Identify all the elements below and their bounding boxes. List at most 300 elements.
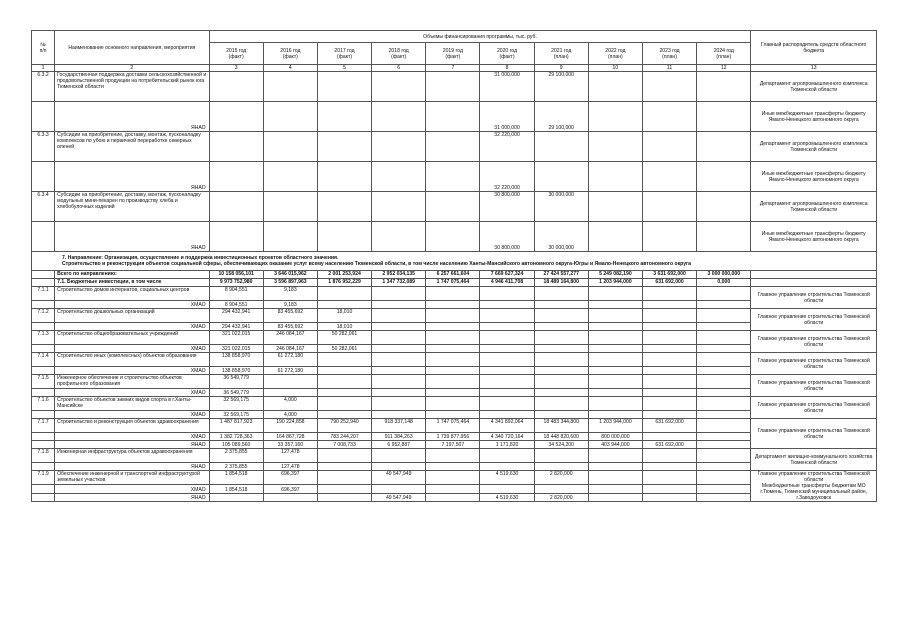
funding-value bbox=[697, 287, 751, 301]
funding-value bbox=[317, 389, 371, 397]
funding-value: 2 375,855 bbox=[209, 449, 263, 463]
year-label: 2021 год bbox=[551, 47, 572, 54]
funding-value bbox=[263, 192, 317, 222]
funding-value bbox=[697, 441, 751, 449]
funding-value bbox=[534, 331, 588, 345]
funding-value bbox=[588, 301, 642, 309]
funding-value: 918 337,148 bbox=[372, 419, 426, 433]
funding-value bbox=[642, 287, 696, 301]
column-number: 10 bbox=[588, 65, 642, 72]
funding-value bbox=[534, 162, 588, 192]
column-number: 6 bbox=[372, 65, 426, 72]
funding-value bbox=[426, 287, 480, 301]
measure-name: Обеспечение инженерной и транспортной инфраструктурой земельных участков bbox=[55, 471, 210, 485]
funding-value bbox=[588, 493, 642, 501]
subject-label: ХМАО bbox=[55, 345, 210, 353]
funding-value: 1 747 075,464 bbox=[426, 419, 480, 433]
funding-value: 4 519,630 bbox=[480, 471, 534, 485]
funding-value: 1 203 944,000 bbox=[588, 419, 642, 433]
year-label: 2020 год bbox=[496, 47, 518, 54]
year-kind: (план) bbox=[553, 53, 569, 60]
row-number: 7.1.5 bbox=[32, 375, 55, 389]
funding-value bbox=[372, 331, 426, 345]
distributor-cell: Главное управление строительства Тюменской области bbox=[751, 331, 877, 353]
funding-value bbox=[697, 389, 751, 397]
funding-value bbox=[426, 493, 480, 501]
funding-value: 294 432,941 bbox=[209, 309, 263, 323]
funding-value: 790 252,940 bbox=[317, 419, 371, 433]
funding-value bbox=[588, 72, 642, 102]
funding-value bbox=[317, 192, 371, 222]
totals-row bbox=[32, 271, 877, 279]
funding-value bbox=[480, 345, 534, 353]
funding-value bbox=[534, 367, 588, 375]
subject-label: ХМАО bbox=[55, 323, 210, 331]
column-number: 1 bbox=[32, 65, 55, 72]
funding-value bbox=[426, 485, 480, 493]
totals-value: 3 631 692,000 bbox=[642, 271, 696, 279]
subject-label: ХМАО bbox=[55, 485, 210, 493]
funding-value bbox=[426, 309, 480, 323]
funding-value bbox=[372, 287, 426, 301]
funding-value bbox=[426, 222, 480, 252]
distributor-cell: Главное управление строительства Тюменской области bbox=[751, 287, 877, 309]
funding-value bbox=[372, 449, 426, 463]
totals-value: 5 249 082,190 bbox=[588, 271, 642, 279]
table-subrow bbox=[32, 433, 877, 441]
funding-value bbox=[263, 132, 317, 162]
funding-value bbox=[697, 345, 751, 353]
funding-value bbox=[263, 162, 317, 192]
funding-value bbox=[209, 222, 263, 252]
year-header bbox=[480, 43, 534, 65]
distributor-cell: Главное управление строительства Тюменской области bbox=[751, 419, 877, 449]
funding-value bbox=[372, 411, 426, 419]
funding-value bbox=[697, 72, 751, 102]
funding-value bbox=[372, 102, 426, 132]
funding-value: 30 800,000 bbox=[480, 192, 534, 222]
funding-value: 30 000,000 bbox=[534, 192, 588, 222]
subject-label: ХМАО bbox=[55, 433, 210, 441]
funding-value bbox=[426, 162, 480, 192]
funding-value bbox=[588, 375, 642, 389]
distributor-cell: Департамент агропромышленного комплекса Тюменской области bbox=[751, 132, 877, 162]
funding-value bbox=[697, 485, 751, 493]
column-number: 5 bbox=[317, 65, 371, 72]
funding-value bbox=[588, 471, 642, 485]
funding-value: 800 000,000 bbox=[588, 433, 642, 441]
subject-label: ЯНАО bbox=[55, 102, 210, 132]
table-subrow bbox=[32, 162, 877, 192]
row-number: 6.3.3 bbox=[32, 132, 55, 162]
subject-label: ХМАО bbox=[55, 411, 210, 419]
funding-value bbox=[317, 463, 371, 471]
table-subrow bbox=[32, 493, 877, 501]
totals-value: 9 973 752,980 bbox=[209, 279, 263, 287]
funding-value: 696,397 bbox=[263, 485, 317, 493]
funding-value bbox=[534, 353, 588, 367]
funding-value bbox=[209, 162, 263, 192]
funding-value bbox=[642, 345, 696, 353]
totals-row bbox=[32, 279, 877, 287]
funding-value bbox=[588, 345, 642, 353]
distributor-cell: Главное управление строительства Тюменской области bbox=[751, 309, 877, 331]
totals-spacer bbox=[32, 279, 55, 287]
funding-value bbox=[534, 301, 588, 309]
funding-value: 29 100,000 bbox=[534, 72, 588, 102]
funding-value: 18 483 344,800 bbox=[534, 419, 588, 433]
funding-value: 31 000,000 bbox=[480, 102, 534, 132]
totals-distributor bbox=[751, 271, 877, 279]
funding-value: 32 569,175 bbox=[209, 397, 263, 411]
funding-value bbox=[317, 375, 371, 389]
funding-value: 32 220,000 bbox=[480, 132, 534, 162]
column-number: 4 bbox=[263, 65, 317, 72]
funding-value bbox=[372, 485, 426, 493]
funding-value bbox=[697, 353, 751, 367]
funding-value bbox=[426, 353, 480, 367]
funding-value: 8 904,551 bbox=[209, 287, 263, 301]
column-number: 7 bbox=[426, 65, 480, 72]
funding-value: 49 547,949 bbox=[372, 471, 426, 485]
funding-value bbox=[480, 323, 534, 331]
column-number: 8 bbox=[480, 65, 534, 72]
funding-value bbox=[534, 449, 588, 463]
totals-value: 3 596 897,963 bbox=[263, 279, 317, 287]
totals-value: 7 669 627,324 bbox=[480, 271, 534, 279]
funding-value bbox=[480, 389, 534, 397]
table-row bbox=[32, 449, 877, 463]
totals-value: 10 158 056,101 bbox=[209, 271, 263, 279]
year-header bbox=[372, 43, 426, 65]
measure-name: Строительство домов интернатов, социальных центров bbox=[55, 287, 210, 301]
funding-group-header: Объемы финансирования программы, тыс. руб. bbox=[209, 31, 751, 43]
funding-value: 2 820,000 bbox=[534, 471, 588, 485]
subject-label: ЯНАО bbox=[55, 222, 210, 252]
funding-value bbox=[426, 192, 480, 222]
funding-table bbox=[31, 30, 877, 502]
table-subrow bbox=[32, 389, 877, 397]
funding-value bbox=[588, 463, 642, 471]
year-header bbox=[588, 43, 642, 65]
funding-value: 33 357,160 bbox=[263, 441, 317, 449]
funding-value bbox=[263, 389, 317, 397]
row-number bbox=[32, 441, 55, 449]
table-row bbox=[32, 309, 877, 323]
funding-value bbox=[534, 485, 588, 493]
measure-name: Государственная поддержка доставки сельскохозяйственной и продовольственной продукции на потребительский рынок юга Тюменской области bbox=[55, 72, 210, 102]
table-row bbox=[32, 287, 877, 301]
measure-name: Инженерная инфраструктура объектов здравоохранения bbox=[55, 449, 210, 463]
totals-value: 18 489 164,800 bbox=[534, 279, 588, 287]
funding-value: 2 375,855 bbox=[209, 463, 263, 471]
subject-label: ЯНАО bbox=[55, 493, 210, 501]
measure-name: Инженерное обеспечение и строительство объектов профильного образования bbox=[55, 375, 210, 389]
funding-value bbox=[372, 301, 426, 309]
funding-value: 9,183 bbox=[263, 287, 317, 301]
row-number bbox=[32, 222, 55, 252]
table-subrow bbox=[32, 222, 877, 252]
section-subtitle: Строительство и реконструкция объектов социальной сферы, обеспечивающих оказание услуг всему населению Тюменской области, в том числе населению Ханты-Мансийского автономного округа-Югры и Ямало-Ненецкого автономного округа bbox=[62, 261, 691, 267]
funding-value bbox=[697, 367, 751, 375]
funding-value bbox=[317, 102, 371, 132]
funding-value bbox=[263, 72, 317, 102]
year-kind: (план) bbox=[662, 53, 677, 60]
row-number bbox=[32, 433, 55, 441]
row-number bbox=[32, 323, 55, 331]
funding-value bbox=[426, 411, 480, 419]
funding-value bbox=[480, 411, 534, 419]
totals-value: 1 203 944,000 bbox=[588, 279, 642, 287]
funding-value bbox=[534, 132, 588, 162]
totals-value: 1 876 952,229 bbox=[317, 279, 371, 287]
funding-value bbox=[209, 192, 263, 222]
row-number: 7.1.9 bbox=[32, 471, 55, 485]
table-subrow bbox=[32, 367, 877, 375]
funding-value bbox=[317, 162, 371, 192]
funding-value bbox=[317, 397, 371, 411]
funding-value: 83 455,692 bbox=[263, 309, 317, 323]
funding-value: 6 952,887 bbox=[372, 441, 426, 449]
funding-value: 36 549,779 bbox=[209, 389, 263, 397]
funding-value bbox=[372, 389, 426, 397]
subject-label: ХМАО bbox=[55, 389, 210, 397]
funding-value bbox=[534, 323, 588, 331]
totals-value: 3 646 015,962 bbox=[263, 271, 317, 279]
funding-value: 4,000 bbox=[263, 397, 317, 411]
measure-name: Строительство дошкольных организаций bbox=[55, 309, 210, 323]
table-row bbox=[32, 471, 877, 485]
funding-value bbox=[534, 287, 588, 301]
funding-value: 105 089,560 bbox=[209, 441, 263, 449]
funding-value bbox=[697, 222, 751, 252]
measure-name: Строительство и реконструкция объектов здравоохранения bbox=[55, 419, 210, 433]
row-number bbox=[32, 389, 55, 397]
funding-value bbox=[534, 375, 588, 389]
funding-value bbox=[209, 72, 263, 102]
funding-value bbox=[317, 493, 371, 501]
funding-value bbox=[697, 397, 751, 411]
row-number: 7.1.1 bbox=[32, 287, 55, 301]
funding-value: 36 549,779 bbox=[209, 375, 263, 389]
year-kind: (факт) bbox=[282, 53, 298, 60]
year-header bbox=[317, 43, 371, 65]
table-subrow bbox=[32, 463, 877, 471]
measure-name: Субсидии на приобретение, доставку, монтаж, пусконаладку модульных мини-пекарен по производству хлеба и хлебобулочных изделий bbox=[55, 192, 210, 222]
year-kind: (факт) bbox=[337, 53, 353, 60]
funding-value bbox=[697, 411, 751, 419]
funding-value bbox=[588, 162, 642, 192]
year-kind: (план) bbox=[716, 53, 732, 60]
funding-value bbox=[480, 367, 534, 375]
funding-value: 49 547,949 bbox=[372, 493, 426, 501]
row-number bbox=[32, 102, 55, 132]
funding-value bbox=[642, 367, 696, 375]
row-number: 7.1.6 bbox=[32, 397, 55, 411]
funding-value bbox=[372, 375, 426, 389]
funding-value: 321 022,015 bbox=[209, 331, 263, 345]
funding-value bbox=[426, 132, 480, 162]
funding-value bbox=[697, 192, 751, 222]
funding-value: 127,478 bbox=[263, 463, 317, 471]
funding-value bbox=[642, 449, 696, 463]
funding-value: 32 569,175 bbox=[209, 411, 263, 419]
funding-value bbox=[534, 411, 588, 419]
totals-value: 1 347 732,089 bbox=[372, 279, 426, 287]
funding-value bbox=[426, 323, 480, 331]
funding-value bbox=[588, 132, 642, 162]
funding-value bbox=[263, 222, 317, 252]
funding-value: 1 171,820 bbox=[480, 441, 534, 449]
funding-value: 30 800,000 bbox=[480, 222, 534, 252]
year-label: 2016 год bbox=[280, 47, 301, 54]
funding-value: 403 944,000 bbox=[588, 441, 642, 449]
year-header bbox=[209, 43, 263, 65]
funding-value bbox=[588, 222, 642, 252]
year-header bbox=[642, 43, 696, 65]
funding-value bbox=[480, 309, 534, 323]
year-label: 2015 год bbox=[226, 47, 247, 54]
totals-value: 2 952 034,135 bbox=[372, 271, 426, 279]
funding-value bbox=[534, 397, 588, 411]
table-row bbox=[32, 353, 877, 367]
funding-value bbox=[426, 72, 480, 102]
subject-label: ХМАО bbox=[55, 301, 210, 309]
funding-value bbox=[372, 397, 426, 411]
funding-value bbox=[642, 433, 696, 441]
funding-value bbox=[426, 471, 480, 485]
distributor-column-header: Главный распорядитель средств областного бюджета bbox=[751, 31, 877, 65]
year-kind: (факт) bbox=[499, 53, 515, 60]
funding-value bbox=[426, 397, 480, 411]
funding-value: 4 340 720,164 bbox=[480, 433, 534, 441]
funding-value bbox=[642, 102, 696, 132]
funding-value bbox=[480, 375, 534, 389]
funding-value: 1 487 817,923 bbox=[209, 419, 263, 433]
year-header bbox=[697, 43, 751, 65]
year-label: 2019 год bbox=[442, 47, 463, 54]
funding-value bbox=[209, 493, 263, 501]
funding-value bbox=[588, 449, 642, 463]
funding-value bbox=[317, 485, 371, 493]
funding-value: 31 000,000 bbox=[480, 72, 534, 102]
funding-value bbox=[317, 132, 371, 162]
table-subrow bbox=[32, 485, 877, 493]
distributor-cell: Иные межбюджетные трансферты бюджету Ямало-Ненецкого автономного округа bbox=[751, 102, 877, 132]
funding-value bbox=[642, 301, 696, 309]
funding-value bbox=[697, 309, 751, 323]
totals-value: 2 001 253,924 bbox=[317, 271, 371, 279]
row-number: 7.1.3 bbox=[32, 331, 55, 345]
funding-value bbox=[372, 323, 426, 331]
funding-value bbox=[697, 493, 751, 501]
section-heading bbox=[32, 252, 877, 271]
funding-value bbox=[317, 449, 371, 463]
funding-value: 61 272,180 bbox=[263, 367, 317, 375]
subject-label: ЯНАО bbox=[55, 441, 210, 449]
totals-label: 7.1. Бюджетные инвестиции, в том числе bbox=[55, 279, 210, 287]
measure-name: Строительство иных (комплексных) объектов образования bbox=[55, 353, 210, 367]
funding-value: 631 692,000 bbox=[642, 419, 696, 433]
funding-value: 138 858,970 bbox=[209, 367, 263, 375]
subject-label: ЯНАО bbox=[55, 162, 210, 192]
table-row bbox=[32, 331, 877, 345]
funding-value: 61 272,180 bbox=[263, 353, 317, 367]
funding-value: 50 282,061 bbox=[317, 345, 371, 353]
funding-value bbox=[480, 485, 534, 493]
subject-label: ХМАО bbox=[55, 367, 210, 375]
funding-value bbox=[697, 162, 751, 192]
funding-value bbox=[372, 367, 426, 375]
funding-value bbox=[588, 367, 642, 375]
totals-label: Всего по направлению: bbox=[55, 271, 210, 279]
funding-value: 9,183 bbox=[263, 301, 317, 309]
funding-value bbox=[588, 192, 642, 222]
funding-value bbox=[697, 463, 751, 471]
row-number: 6.3.4 bbox=[32, 192, 55, 222]
column-number: 9 bbox=[534, 65, 588, 72]
funding-value bbox=[372, 192, 426, 222]
row-number bbox=[32, 463, 55, 471]
year-kind: (факт) bbox=[391, 53, 407, 60]
funding-value bbox=[534, 345, 588, 353]
funding-value bbox=[642, 162, 696, 192]
funding-value bbox=[642, 485, 696, 493]
funding-value bbox=[642, 411, 696, 419]
funding-value: 321 022,015 bbox=[209, 345, 263, 353]
funding-value bbox=[697, 433, 751, 441]
table-row bbox=[32, 397, 877, 411]
measure-name: Строительство общеобразовательных учреждений bbox=[55, 331, 210, 345]
funding-value bbox=[534, 309, 588, 323]
funding-value bbox=[209, 102, 263, 132]
funding-value: 294 432,941 bbox=[209, 323, 263, 331]
funding-value bbox=[588, 353, 642, 367]
table-subrow bbox=[32, 323, 877, 331]
funding-value bbox=[426, 102, 480, 132]
num-column-header: № п/п bbox=[32, 31, 55, 65]
funding-value bbox=[317, 471, 371, 485]
funding-value: 911 384,263 bbox=[372, 433, 426, 441]
funding-value: 1 739 877,956 bbox=[426, 433, 480, 441]
funding-value: 190 224,858 bbox=[263, 419, 317, 433]
funding-value: 4 519,630 bbox=[480, 493, 534, 501]
funding-value bbox=[697, 331, 751, 345]
distributor-cell: Департамент агропромышленного комплекса Тюменской области bbox=[751, 72, 877, 102]
funding-value: 246 084,167 bbox=[263, 345, 317, 353]
funding-value: 7 197,507 bbox=[426, 441, 480, 449]
funding-value bbox=[426, 463, 480, 471]
table-subrow bbox=[32, 301, 877, 309]
row-number bbox=[32, 345, 55, 353]
funding-value bbox=[588, 397, 642, 411]
funding-value: 18 448 820,600 bbox=[534, 433, 588, 441]
funding-value bbox=[697, 102, 751, 132]
year-label: 2017 год bbox=[334, 47, 355, 54]
totals-value: 3 000 000,000 bbox=[697, 271, 751, 279]
year-kind: (факт) bbox=[445, 53, 461, 60]
distributor-cell: Главное управление строительства Тюменской области bbox=[751, 353, 877, 375]
funding-value bbox=[209, 132, 263, 162]
funding-value bbox=[697, 375, 751, 389]
row-number: 6.3.2 bbox=[32, 72, 55, 102]
funding-value: 4 341 892,064 bbox=[480, 419, 534, 433]
row-number bbox=[32, 493, 55, 501]
funding-value bbox=[697, 419, 751, 433]
funding-value bbox=[372, 162, 426, 192]
funding-value bbox=[372, 132, 426, 162]
funding-value bbox=[372, 345, 426, 353]
